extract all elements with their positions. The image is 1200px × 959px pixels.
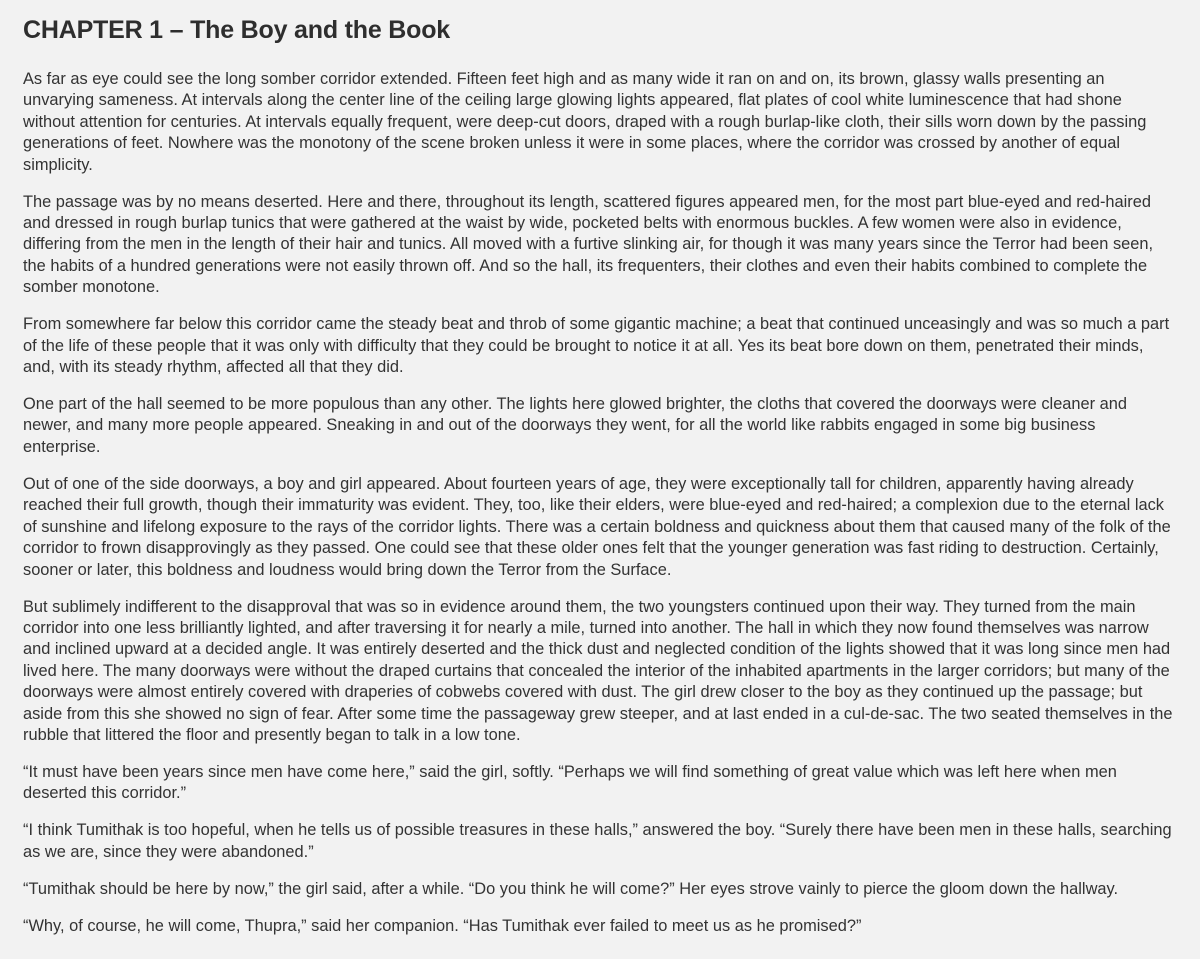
paragraph: “Tumithak should be here by now,” the girl said, after a while. “Do you think he will come?” Her eyes strove vainly to pierce the gloom down the hallway. (23, 879, 1119, 898)
document-page (23, 14, 1173, 953)
paragraph: From somewhere far below this corridor came the steady beat and throb of some gigantic machine; a beat that continued unceasingly and was so much a part of the life of these people that it was only with difficulty that they could be brought to notice it at all. Yes its beat bore down on them, penetrated their minds, and, with its steady rhythm, affected all that they did. (23, 315, 1170, 377)
paragraph: “It must have been years since men have come here,” said the girl, softly. “Perhaps we will find something of great value which was left here when men deserted this corridor.” (23, 762, 1117, 803)
paragraph: Out of one of the side doorways, a boy and girl appeared. About fourteen years of age, they were exceptionally tall for children, apparently having already reached their full growth, though their immaturity was evident. They, too, like their elders, were blue-eyed and red-haired; a complexion due to the eternal lack of sunshine and lifelong exposure to the rays of the corridor lights. There was a certain boldness and quickness about them that caused many of the folk of the corridor to frown disapprovingly as they passed. One could see that these older ones felt that the younger generation was fast riding to destruction. Certainly, sooner or later, this boldness and loudness would bring down the Terror from the Surface. (23, 474, 1171, 579)
paragraph: But sublimely indifferent to the disapproval that was so in evidence around them, the two youngsters continued upon their way. They turned from the main corridor into one less brilliantly lighted, and after traversing it for nearly a mile, turned into another. The hall in which they now found themselves was narrow and inclined upward at a decided angle. It was entirely deserted and the thick dust and neglected condition of the lights showed that it was long since men had lived here. The many doorways were without the draped curtains that concealed the interior of the inhabited apartments in the larger corridors; but many of the doorways were almost entirely covered with draperies of cobwebs covered with dust. The girl drew closer to the boy as they continued up the passage; but aside from this she showed no sign of fear. After some time the passageway grew steeper, and at last ended in a cul-de-sac. The two seated themselves in the rubble that littered the floor and presently began to talk in a low tone. (23, 597, 1173, 744)
chapter-title: CHAPTER 1 – The Boy and the Book (23, 16, 450, 44)
paragraph: The passage was by no means deserted. Here and there, throughout its length, scattered figures appeared men, for the most part blue-eyed and red-haired and dressed in rough burlap tunics that were gathered at the waist by wide, pocketed belts with enormous buckles. A few women were also in evidence, differing from the men in the length of their hair and tunics. All moved with a furtive slinking air, for though it was many years since the Terror had been seen, the habits of a hundred generations were not easily thrown off. And so the hall, its frequenters, their clothes and even their habits combined to complete the somber monotone. (23, 192, 1154, 297)
paragraph: “Why, of course, he will come, Thupra,” said her companion. “Has Tumithak ever failed to meet us as he promised?” (23, 916, 862, 935)
paragraph: One part of the hall seemed to be more populous than any other. The lights here glowed brighter, the cloths that covered the doorways were cleaner and newer, and many more people appeared. Sneaking in and out of the doorways they went, for all the world like rabbits engaged in some big business enterprise. (23, 395, 1128, 456)
paragraph: “I think Tumithak is too hopeful, when he tells us of possible treasures in these halls,” answered the boy. “Surely there have been men in these halls, searching as we are, since they were abandoned.” (23, 821, 1172, 861)
paragraph: As far as eye could see the long somber corridor extended. Fifteen feet high and as many wide it ran on and on, its brown, glassy walls presenting an unvarying sameness. At intervals along the center line of the ceiling large glowing lights appeared, flat plates of cool white luminescence that had shone without attention for centuries. At intervals equally frequent, were deep-cut doors, draped with a rough burlap-like cloth, their sills worn down by the passing generations of feet. Nowhere was the monotony of the scene broken unless it were in some places, where the corridor was crossed by another of equal simplicity. (23, 70, 1147, 174)
